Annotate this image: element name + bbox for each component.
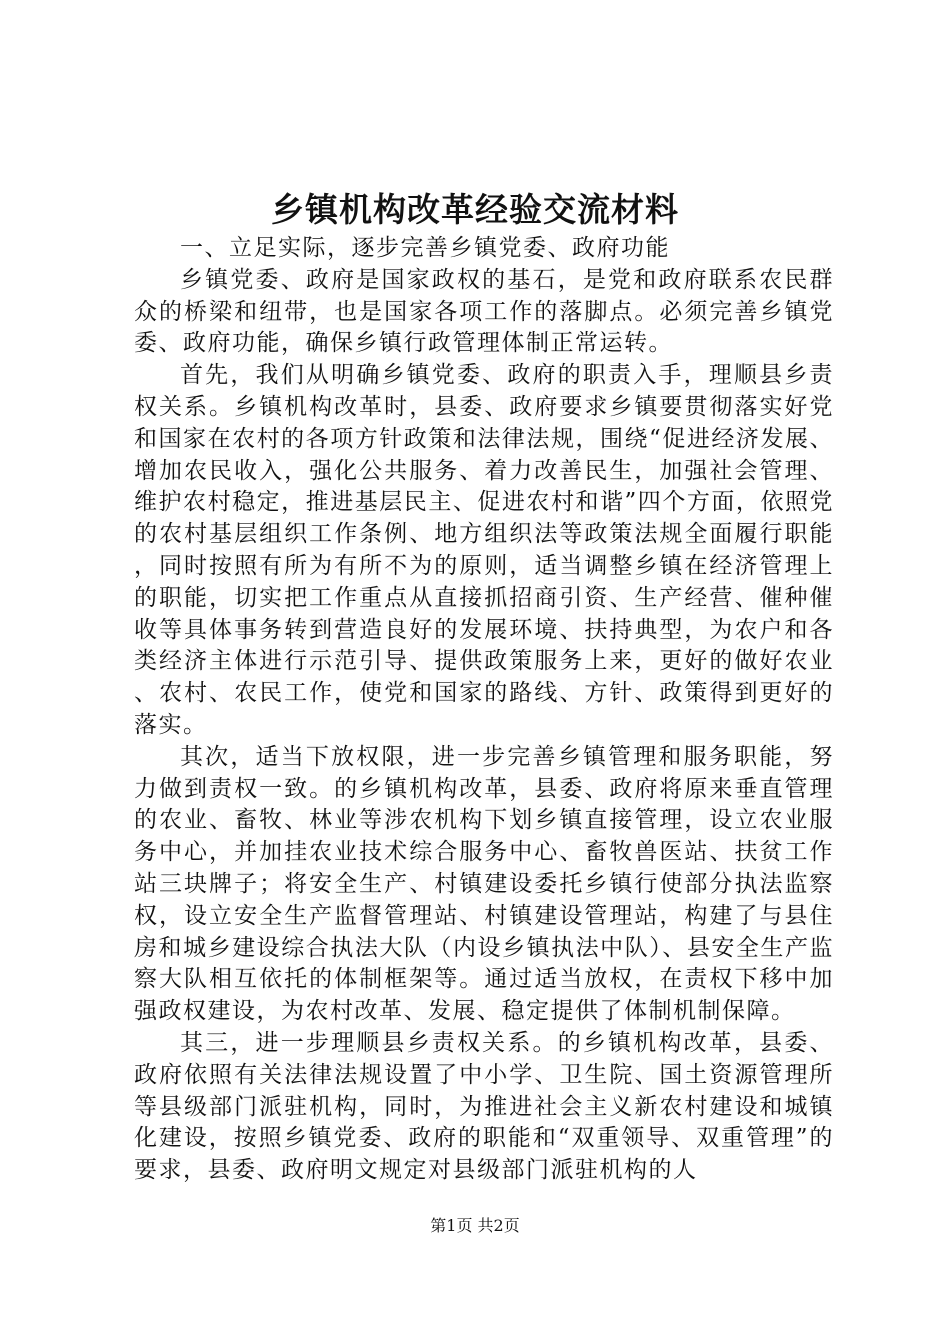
paragraph-2: 首先，我们从明确乡镇党委、政府的职责入手，理顺县乡责权关系。乡镇机构改革时，县委、政府要求乡镇要贯彻落实好党和国家在农村的各项方针政策和法律法规，围绕“促进经济发展、增加农民收入，强化公共服务、着力改善民生，加强社会管理、维护农村稳定，推进基层民主、促进农村和谐”四个方面，依照党的农村基层组织工作条例、地方组织法等政策法规全面履行职能，同时按照有所为有所不为的原则，适当调整乡镇在经济管理上的职能，切实把工作重点从直接抓招商引资、生产经营、催种催收等具体事务转到营造良好的发展环境、扶持典型，为农户和各类经济主体进行示范引导、提供政策服务上来，更好的做好农业、农村、农民工作，使党和国家的路线、方针、政策得到更好的落实。	[134, 362, 834, 738]
document-body	[134, 233, 834, 1187]
page-footer: 第1页 共2页	[430, 1216, 520, 1235]
document-title: 乡镇机构改革经验交流材料	[271, 190, 679, 229]
paragraph-4: 其三，进一步理顺县乡责权关系。的乡镇机构改革，县委、政府依照有关法律法规设置了中小学、卫生院、国土资源管理所等县级部门派驻机构，同时，为推进社会主义新农村建设和城镇化建设，按照乡镇党委、政府的职能和“双重领导、双重管理”的要求，县委、政府明文规定对县级部门派驻机构的人	[134, 1029, 834, 1184]
paragraph-3: 其次，适当下放权限，进一步完善乡镇管理和服务职能，努力做到责权一致。的乡镇机构改革，县委、政府将原来垂直管理的农业、畜牧、林业等涉农机构下划乡镇直接管理，设立农业服务中心，并加挂农业技术综合服务中心、畜牧兽医站、扶贫工作站三块牌子；将安全生产、村镇建设委托乡镇行使部分执法监察权，设立安全生产监督管理站、村镇建设管理站，构建了与县住房和城乡建设综合执法大队（内设乡镇执法中队）、县安全生产监察大队相互依托的体制框架等。通过适当放权，在责权下移中加强政权建设，为农村改革、发展、稳定提供了体制机制保障。	[134, 743, 834, 1025]
section-heading: 一、立足实际，逐步完善乡镇党委、政府功能	[180, 235, 670, 261]
paragraph-1: 乡镇党委、政府是国家政权的基石，是党和政府联系农民群众的桥梁和纽带，也是国家各项工作的落脚点。必须完善乡镇党委、政府功能，确保乡镇行政管理体制正常运转。	[134, 266, 834, 357]
